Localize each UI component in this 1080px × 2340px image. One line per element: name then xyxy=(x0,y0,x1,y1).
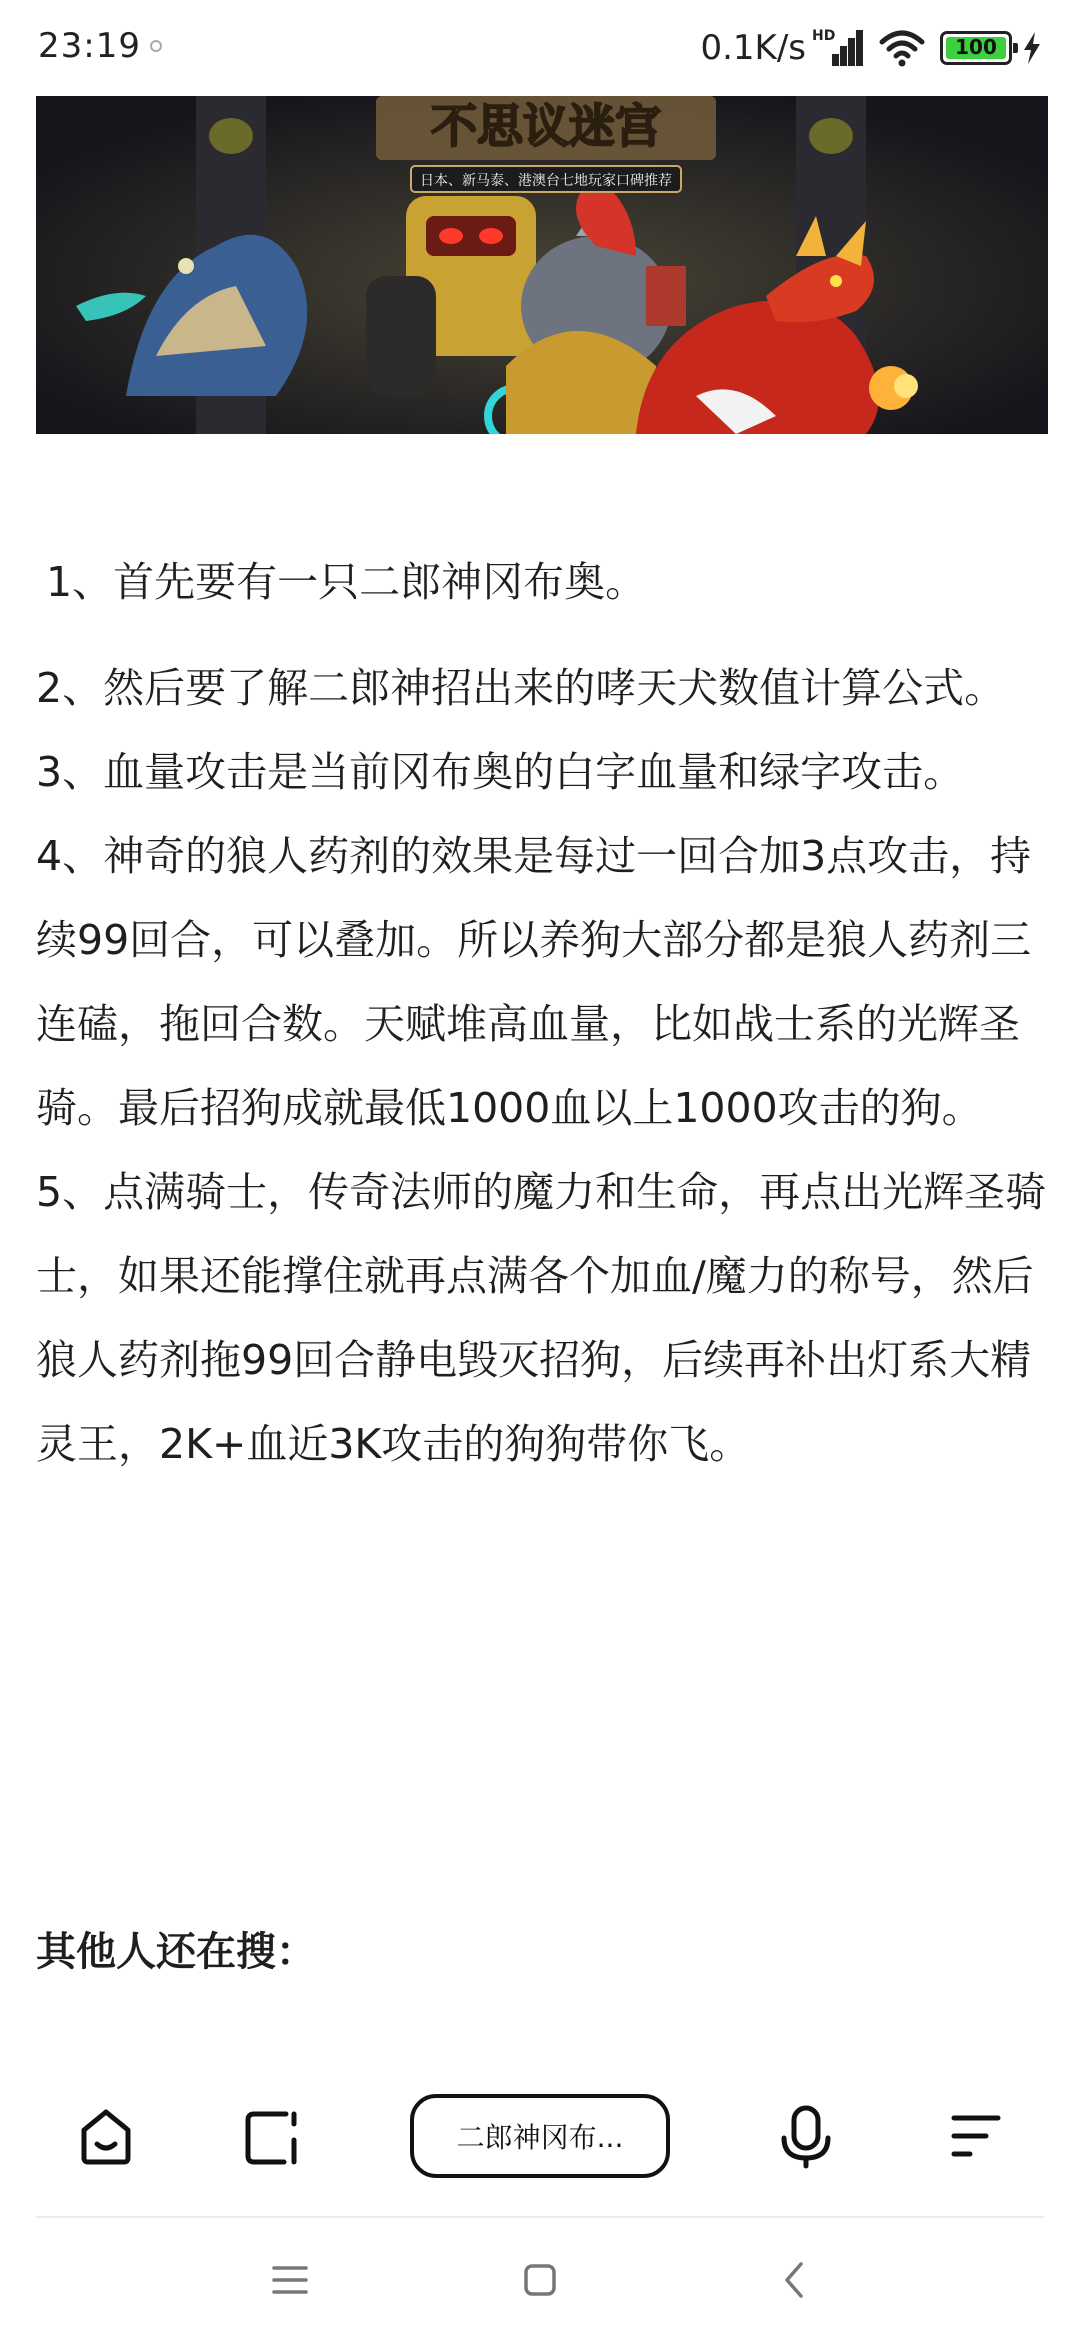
banner-subtitle: 日本、新马泰、港澳台七地玩家口碑推荐 xyxy=(420,173,672,189)
tabs-icon[interactable] xyxy=(236,2100,308,2172)
system-navigation-bar xyxy=(0,2220,1080,2340)
nav-menu-icon[interactable] xyxy=(260,2250,320,2310)
microphone-icon[interactable] xyxy=(770,2100,842,2172)
battery-level: 100 xyxy=(955,35,997,59)
menu-icon[interactable] xyxy=(940,2100,1012,2172)
cellular-signal-icon xyxy=(812,28,864,68)
article-paragraph: 4、神奇的狼人药剂的效果是每过一回合加3点攻击，持续99回合，可以叠加。所以养狗大部分都是狼人药剂三连磕，拖回合数。天赋堆高血量，比如战士系的光辉圣骑。最后招狗成就最低1000血以上1000攻击的狗。 xyxy=(36,832,1032,1132)
status-time: 23:19 xyxy=(38,26,141,66)
search-query-button[interactable] xyxy=(410,2094,670,2178)
game-banner-image xyxy=(36,96,1048,434)
article-paragraph: 1、首先要有一只二郎神冈布奥。 xyxy=(46,558,647,606)
status-indicators xyxy=(700,24,1044,72)
charging-icon xyxy=(1020,30,1044,66)
nav-home-icon[interactable] xyxy=(510,2250,570,2310)
article-body xyxy=(36,540,1048,1486)
article-paragraph: 5、点满骑士，传奇法师的魔力和生命，再点出光辉圣骑士，如果还能撑住就再点满各个加血/魔力的称号，然后狼人药剂拖99回合静电毁灭招狗，后续再补出灯系大精灵王，2K+血近3K攻击的狗狗带你飞。 xyxy=(36,1168,1047,1468)
wifi-icon xyxy=(878,28,926,68)
battery-icon xyxy=(940,31,1012,65)
status-bar xyxy=(0,0,1080,96)
toolbar-divider xyxy=(36,2216,1044,2218)
related-searches-heading: 其他人还在搜： xyxy=(36,1929,316,1975)
home-icon[interactable] xyxy=(70,2100,142,2172)
nav-back-icon[interactable] xyxy=(765,2250,825,2310)
signal-hd-label: HD xyxy=(812,28,836,44)
article-paragraph: 3、血量攻击是当前冈布奥的白字血量和绿字攻击。 xyxy=(36,748,965,796)
network-speed: 0.1K/s xyxy=(700,28,806,68)
article-paragraph: 2、然后要了解二郎神招出来的哮天犬数值计算公式。 xyxy=(36,664,1006,712)
search-query-text: 二郎神冈布... xyxy=(456,2121,624,2154)
browser-toolbar xyxy=(0,2080,1080,2190)
banner-title: 不思议迷宫 xyxy=(431,99,661,153)
notification-dot-icon xyxy=(150,40,162,52)
